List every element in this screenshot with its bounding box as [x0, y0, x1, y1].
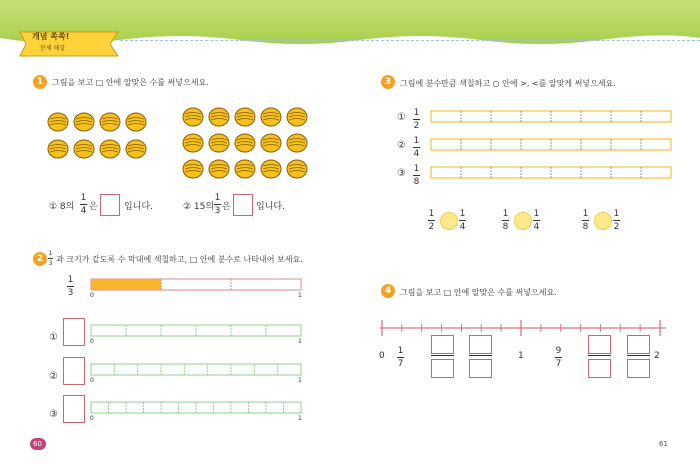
q4-frac-a-num: 1: [397, 346, 404, 356]
q3-cmp-right-den: 4: [533, 222, 540, 232]
q3-den: 4: [413, 149, 420, 159]
q4-box-2-num[interactable]: [469, 335, 492, 354]
q4-label-0: 0: [379, 351, 385, 361]
q2-ref-axis-end: 1: [298, 292, 302, 299]
q3-cmp-right-fraction: [613, 209, 620, 232]
q2-ref-axis-start: 0: [90, 292, 94, 299]
shell-icon: [287, 108, 307, 126]
shell-icon: [209, 108, 229, 126]
q2-answer-box[interactable]: [63, 318, 85, 346]
q1-right-den: 3: [214, 206, 221, 216]
q3-row-fraction: [413, 108, 420, 131]
q4-box-2-bar: [469, 355, 492, 356]
shell-icon: [235, 160, 255, 178]
q2-row-marker: ①: [49, 332, 58, 343]
q4-frac-a: [397, 346, 404, 369]
shell-icon: [261, 134, 281, 152]
q3-num: 1: [413, 136, 420, 146]
q3-cmp-left-den: 2: [428, 222, 435, 232]
q4-frac-b-num: 9: [555, 346, 562, 356]
q2-row-marker: ②: [49, 371, 58, 382]
q1-left-fraction: [80, 193, 87, 216]
shell-icon: [261, 160, 281, 178]
q1-right-prefix: ② 15의: [183, 202, 215, 212]
shell-icon: [235, 108, 255, 126]
q2-axis-start: 0: [90, 415, 94, 422]
q3-row-marker: ③: [397, 168, 406, 179]
q2-row-marker: ③: [49, 409, 58, 420]
q4-box-3-den[interactable]: [588, 359, 611, 378]
q3-cmp-left-den: 8: [582, 222, 589, 232]
q3-fraction-bar[interactable]: [430, 138, 674, 152]
q3-cmp-right-fraction: [459, 209, 466, 232]
q2-answer-box[interactable]: [63, 357, 85, 385]
shell-icon: [183, 160, 203, 178]
q2-ref-bar: [90, 278, 302, 292]
q3-cmp-left-num: 1: [502, 209, 509, 219]
q3-cmp-right-fraction: [533, 209, 540, 232]
header-dashline: [120, 40, 700, 41]
q1-right-suffix: 은: [222, 202, 231, 212]
q3-cmp-left-num: 1: [428, 209, 435, 219]
q3-num: 1: [413, 108, 420, 118]
q4-box-4-bar: [627, 355, 650, 356]
question-3-number: 3: [381, 75, 395, 89]
shell-icon: [48, 113, 68, 131]
q4-box-2-den[interactable]: [469, 359, 492, 378]
question-1-number: 1: [33, 75, 47, 89]
q4-box-4-den[interactable]: [627, 359, 650, 378]
q3-compare-circle[interactable]: [440, 212, 458, 230]
shell-icon: [287, 134, 307, 152]
q3-cmp-left-num: 1: [582, 209, 589, 219]
question-4-number: 4: [381, 284, 395, 298]
q2-fraction-bar[interactable]: [90, 324, 302, 338]
q2-ref-den: 3: [67, 288, 74, 298]
q1-left-figure: [45, 108, 155, 163]
q2-ref-num: 1: [67, 275, 74, 285]
q1-left-suffix: 은: [89, 202, 98, 212]
q1-left-den: 4: [80, 206, 87, 216]
shell-icon: [209, 134, 229, 152]
shell-icon: [74, 140, 94, 158]
q4-frac-b-den: 7: [555, 359, 562, 369]
shell-icon: [100, 113, 120, 131]
shell-icon: [235, 134, 255, 152]
shell-icon: [287, 160, 307, 178]
q2-axis-start: 0: [90, 338, 94, 345]
badge-title: 개념 쏙쏙!: [32, 32, 70, 41]
q4-frac-b: [555, 346, 562, 369]
q1-left-tail: 입니다.: [124, 202, 153, 212]
shell-icon: [126, 140, 146, 158]
q2-inst-den: 3: [48, 260, 53, 267]
q3-cmp-left-fraction: [582, 209, 589, 232]
left-page-number: 60: [33, 440, 42, 448]
q4-box-1-den[interactable]: [431, 359, 454, 378]
q2-ref-fraction: [67, 275, 74, 298]
q4-box-1-bar: [431, 355, 454, 356]
q3-row-marker: ①: [397, 112, 406, 123]
q3-compare-circle[interactable]: [594, 212, 612, 230]
q3-cmp-right-num: 1: [459, 209, 466, 219]
question-1-instruction: 그림을 보고 □ 안에 알맞은 수를 써넣으세요.: [52, 78, 209, 87]
shell-icon: [126, 113, 146, 131]
q3-den: 2: [413, 121, 420, 131]
q3-cmp-left-fraction: [502, 209, 509, 232]
q3-cmp-right-den: 2: [613, 222, 620, 232]
q1-right-figure: [180, 103, 315, 183]
badge-subtitle: 문제 해결: [40, 45, 66, 52]
q2-axis-start: 0: [90, 377, 94, 384]
q1-left-num: 1: [80, 193, 87, 203]
q1-right-fraction: [214, 193, 221, 216]
q4-box-3-bar: [588, 355, 611, 356]
q2-axis-end: 1: [298, 415, 302, 422]
q4-box-3-num[interactable]: [588, 335, 611, 354]
q2-ref-fill: [91, 279, 161, 290]
q3-den: 8: [413, 177, 420, 187]
q3-row-marker: ②: [397, 140, 406, 151]
q4-label-1: 1: [518, 351, 524, 361]
q2-axis-end: 1: [298, 338, 302, 345]
q3-row-fraction: [413, 136, 420, 159]
q2-fraction-bar[interactable]: [90, 401, 302, 415]
q3-fraction-bar[interactable]: [430, 110, 674, 124]
shell-icon: [48, 140, 68, 158]
q3-cmp-left-fraction: [428, 209, 435, 232]
shell-icon: [183, 134, 203, 152]
q3-fraction-bar[interactable]: [430, 166, 674, 180]
q4-box-1-num[interactable]: [431, 335, 454, 354]
q4-frac-a-den: 7: [397, 359, 404, 369]
q3-cmp-right-num: 1: [533, 209, 540, 219]
q2-answer-box[interactable]: [63, 395, 85, 423]
shell-icon: [209, 160, 229, 178]
q2-fraction-bar[interactable]: [90, 363, 302, 377]
q4-label-2: 2: [654, 351, 660, 361]
q3-row-fraction: [413, 164, 420, 187]
question-2-number: 2: [33, 252, 47, 266]
q3-cmp-right-den: 4: [459, 222, 466, 232]
q3-compare-circle[interactable]: [514, 212, 532, 230]
question-2-instruction: 과 크기가 같도록 수 막대에 색칠하고, □ 안에 분수로 나타내어 보세요.: [56, 255, 303, 264]
shell-icon: [100, 140, 120, 158]
question-3-instruction: 그림에 분수만큼 색칠하고 ○ 안에 >, <를 알맞게 써넣으세요.: [400, 79, 616, 88]
q3-cmp-right-num: 1: [613, 209, 620, 219]
q2-axis-end: 1: [298, 377, 302, 384]
q1-right-answer-box[interactable]: [233, 194, 253, 216]
shell-icon: [261, 108, 281, 126]
shell-icon: [183, 108, 203, 126]
q1-right-tail: 입니다.: [256, 202, 285, 212]
question-4-instruction: 그림을 보고 □ 안에 알맞은 수를 써넣으세요.: [400, 288, 557, 297]
q1-right-num: 1: [214, 193, 221, 203]
q2-inst-num: 1: [48, 250, 53, 257]
q4-box-4-num[interactable]: [627, 335, 650, 354]
right-page-number: 61: [659, 440, 668, 448]
shell-icon: [74, 113, 94, 131]
q3-cmp-left-den: 8: [502, 222, 509, 232]
q3-num: 1: [413, 164, 420, 174]
q2-instruction-fraction: [48, 250, 53, 267]
q1-left-prefix: ① 8의: [49, 202, 75, 212]
q1-left-answer-box[interactable]: [100, 194, 120, 216]
